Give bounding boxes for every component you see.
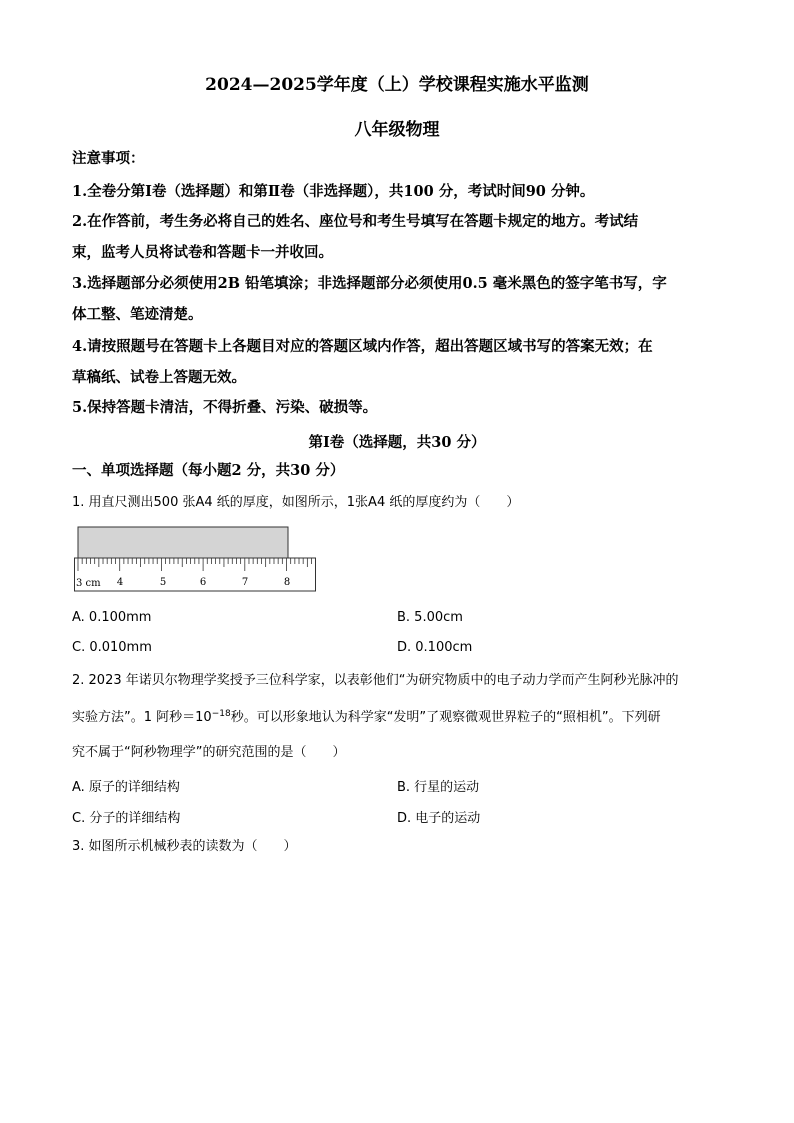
question-1-option-b: B. 5.00cm	[397, 610, 463, 625]
ruler-label-8: 8	[283, 577, 291, 588]
question-2-exponent: −18	[211, 709, 231, 719]
notice-item-2-line2: 束，监考人员将试卷和答题卡一并收回。	[72, 244, 333, 261]
part-heading: 一、单项选择题（每小题2 分，共30 分）	[72, 462, 345, 479]
notice-item-5: 5.保持答题卡清洁，不得折叠、污染、破损等。	[72, 399, 378, 416]
ruler-label-5: 5	[159, 577, 167, 588]
question-2-line2-b: 秒。可以形象地认为科学家“发明”了观察微观世界粒子的“照相机”。下列研	[230, 710, 661, 725]
question-3-stem: 3. 如图所示机械秒表的读数为（ ）	[72, 839, 297, 854]
ruler-label-4: 4	[116, 577, 124, 588]
section-title: 第Ⅰ卷（选择题，共30 分）	[308, 434, 486, 451]
question-2-line2	[72, 709, 661, 727]
notice-item-4-line1: 4.请按照题号在答题卡上各题目对应的答题区域内作答，超出答题区域书写的答案无效；在	[72, 338, 653, 355]
question-2-line1: 2. 2023 年诺贝尔物理学奖授予三位科学家，以表彰他们“为研究物质中的电子动力学而产生阿秒光脉冲的	[72, 673, 679, 688]
question-2-line2-a: 实验方法”。1 阿秒＝10	[72, 710, 212, 725]
question-2-option-a: A. 原子的详细结构	[72, 780, 180, 795]
notice-item-4-line2: 草稿纸、试卷上答题无效。	[72, 369, 246, 386]
notice-heading: 注意事项：	[72, 150, 145, 167]
exam-subtitle: 八年级物理	[354, 120, 440, 140]
notice-item-3-line2: 体工整、笔迹清楚。	[72, 306, 203, 323]
question-2-line3: 究不属于“阿秒物理学”的研究范围的是（ ）	[72, 745, 346, 760]
notice-item-1: 1.全卷分第Ⅰ卷（选择题）和第Ⅱ卷（非选择题），共100 分，考试时间90 分钟。	[72, 183, 595, 200]
ruler-label-6: 6	[199, 577, 207, 588]
question-2-option-b: B. 行星的运动	[397, 780, 480, 795]
exam-title: 2024—2025学年度（上）学校课程实施水平监测	[205, 75, 589, 95]
question-2-option-d: D. 电子的运动	[397, 811, 481, 826]
ruler-figure	[74, 525, 318, 593]
notice-item-3-line1: 3.选择题部分必须使用2B 铅笔填涂；非选择题部分必须使用0.5 毫米黑色的签字笔书写，字	[72, 275, 667, 292]
notice-item-2-line1: 2.在作答前，考生务必将自己的姓名、座位号和考生号填写在答题卡规定的地方。考试结	[72, 213, 639, 230]
paper-stack	[78, 527, 288, 558]
question-1-option-a: A. 0.100mm	[72, 610, 152, 625]
question-1-stem: 1. 用直尺测出500 张A4 纸的厚度，如图所示，1张A4 纸的厚度约为（ ）	[72, 495, 520, 510]
question-1-option-c: C. 0.010mm	[72, 640, 152, 655]
ruler-label-7: 7	[241, 577, 249, 588]
question-2-option-c: C. 分子的详细结构	[72, 811, 181, 826]
ruler-label-3cm: 3 cm	[76, 578, 101, 589]
question-1-option-d: D. 0.100cm	[397, 640, 473, 655]
